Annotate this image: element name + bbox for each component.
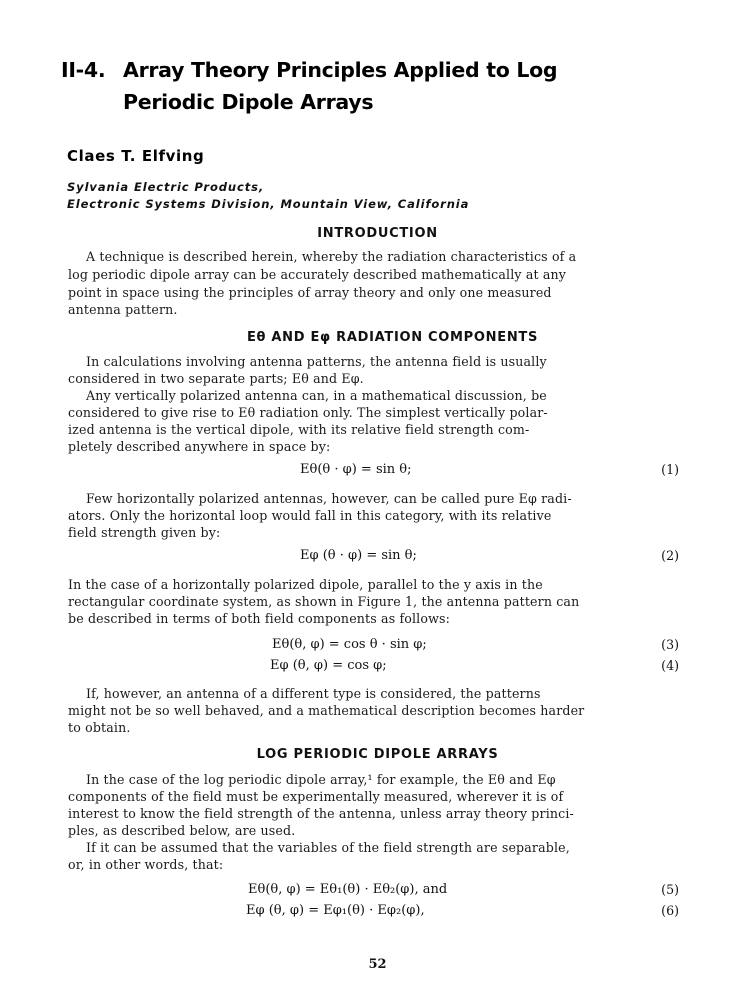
paragraph-line: Any vertically polarized antenna can, in a mathematical discussion, be xyxy=(86,388,547,403)
equation-number-3: (3) xyxy=(661,637,679,652)
equation-2: Eφ (θ · φ) = sin θ; xyxy=(300,548,417,563)
equation-5: Eθ(θ, φ) = Eθ₁(θ) · Eθ₂(φ), and xyxy=(248,882,448,897)
paragraph-line: be described in terms of both field components as follows: xyxy=(68,611,451,626)
section-number: II-4. xyxy=(61,58,106,82)
paragraph-line: interest to know the field strength of the antenna, unless array theory princi- xyxy=(68,806,574,821)
paragraph-line: If, however, an antenna of a different type is considered, the patterns xyxy=(86,686,541,701)
equation-number-2: (2) xyxy=(661,548,679,563)
paper-title-line2: Periodic Dipole Arrays xyxy=(123,90,374,114)
paragraph-line: considered to give rise to Eθ radiation only. The simplest vertically polar- xyxy=(68,405,548,420)
paragraph-line: might not be so well behaved, and a mathematical description becomes harder xyxy=(68,703,585,718)
paragraph-line: antenna pattern. xyxy=(68,302,178,317)
paragraph-line: point in space using the principles of array theory and only one measured xyxy=(68,285,552,300)
paragraph-line: If it can be assumed that the variables of the field strength are separable, xyxy=(86,840,570,855)
paragraph-line: or, in other words, that: xyxy=(68,857,224,872)
equation-number-4: (4) xyxy=(661,658,679,673)
paragraph-line: ized antenna is the vertical dipole, with its relative field strength com- xyxy=(68,422,530,437)
author-name: Claes T. Elfving xyxy=(67,147,205,165)
paragraph-line: considered in two separate parts; Eθ and Eφ. xyxy=(68,371,364,386)
paragraph-line: In the case of a horizontally polarized dipole, parallel to the y axis in the xyxy=(68,577,543,592)
paragraph-line: In the case of the log periodic dipole array,¹ for example, the Eθ and Eφ xyxy=(86,772,556,787)
paragraph-line: rectangular coordinate system, as shown in Figure 1, the antenna pattern can xyxy=(68,594,580,609)
equation-4: Eφ (θ, φ) = cos φ; xyxy=(270,658,387,673)
page-number: 52 xyxy=(368,957,387,972)
section-heading-introduction: INTRODUCTION xyxy=(317,226,438,241)
paragraph-line: In calculations involving antenna patterns, the antenna field is usually xyxy=(86,354,547,369)
section-heading-log-periodic: LOG PERIODIC DIPOLE ARRAYS xyxy=(256,747,499,762)
paragraph-line: field strength given by: xyxy=(68,525,221,540)
equation-3: Eθ(θ, φ) = cos θ · sin φ; xyxy=(272,637,427,652)
paragraph-line: A technique is described herein, whereby the radiation characteristics of a xyxy=(86,249,577,264)
equation-1: Eθ(θ · φ) = sin θ; xyxy=(300,462,412,477)
equation-6: Eφ (θ, φ) = Eφ₁(θ) · Eφ₂(φ), xyxy=(246,903,425,918)
section-heading-radiation-components: Eθ AND Eφ RADIATION COMPONENTS xyxy=(246,330,539,345)
paragraph-line: pletely described anywhere in space by: xyxy=(68,439,331,454)
equation-number-6: (6) xyxy=(661,903,679,918)
paragraph-line: ples, as described below, are used. xyxy=(68,823,296,838)
paragraph-line: to obtain. xyxy=(68,720,131,735)
paper-title-line1: II-4. Array Theory Principles Applied to Log xyxy=(61,58,558,82)
paragraph-line: Few horizontally polarized antennas, however, can be called pure Eφ radi- xyxy=(86,491,572,506)
paragraph-line: components of the field must be experimentally measured, wherever it is of xyxy=(68,789,564,804)
equation-number-5: (5) xyxy=(661,882,679,897)
affiliation-line1: Sylvania Electric Products, xyxy=(67,180,265,194)
paragraph-line: log periodic dipole array can be accurately described mathematically at any xyxy=(68,267,567,282)
equation-number-1: (1) xyxy=(661,462,679,477)
paragraph-line: ators. Only the horizontal loop would fall in this category, with its relative xyxy=(68,508,552,523)
affiliation-line2: Electronic Systems Division, Mountain View, California xyxy=(67,197,470,211)
